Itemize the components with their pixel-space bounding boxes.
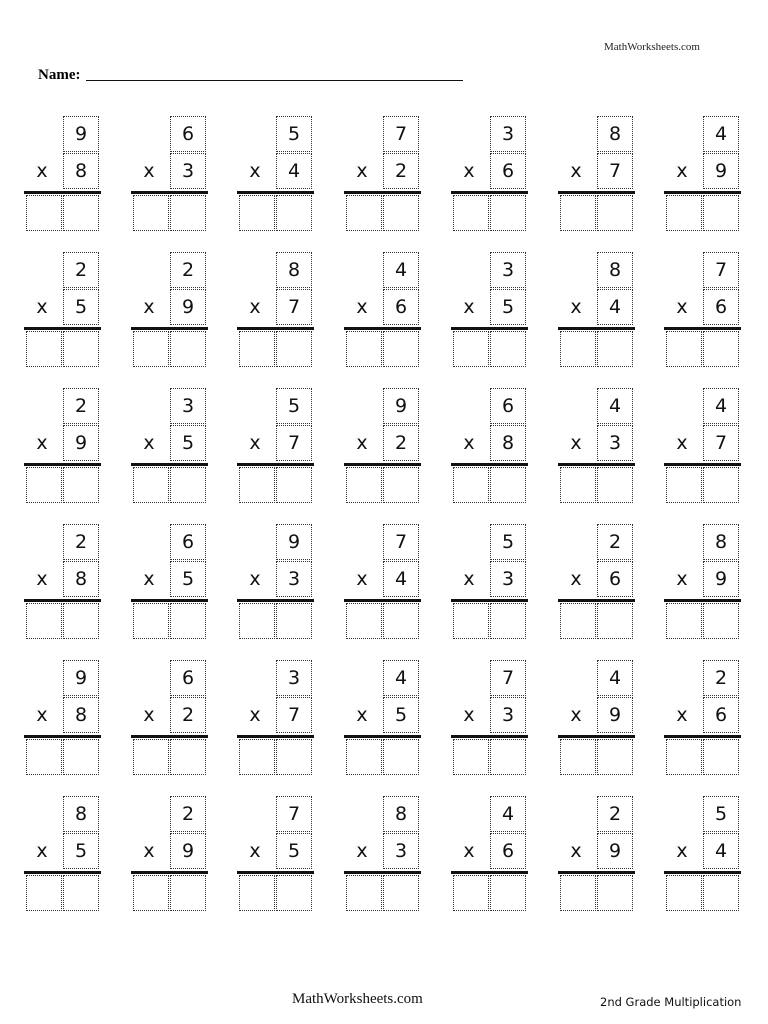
answer-box-ones[interactable] bbox=[63, 603, 99, 639]
multiply-sign: x bbox=[570, 704, 582, 726]
answer-box-ones[interactable] bbox=[703, 331, 739, 367]
problem bbox=[131, 388, 211, 508]
answer-box-tens[interactable] bbox=[560, 331, 596, 367]
answer-box-ones[interactable] bbox=[170, 875, 206, 911]
top-number: 4 bbox=[714, 395, 728, 417]
answer-box-ones[interactable] bbox=[597, 739, 633, 775]
bottom-number: 9 bbox=[608, 704, 622, 726]
top-number: 9 bbox=[74, 123, 88, 145]
problem bbox=[24, 524, 104, 644]
answer-box-tens[interactable] bbox=[453, 875, 489, 911]
bottom-number: 9 bbox=[608, 840, 622, 862]
bottom-number: 9 bbox=[714, 160, 728, 182]
top-number: 3 bbox=[501, 259, 515, 281]
answer-rule bbox=[451, 463, 528, 466]
top-number: 6 bbox=[501, 395, 515, 417]
top-number: 2 bbox=[608, 803, 622, 825]
top-number: 3 bbox=[501, 123, 515, 145]
top-number: 8 bbox=[287, 259, 301, 281]
answer-box-ones[interactable] bbox=[276, 875, 312, 911]
answer-box-tens[interactable] bbox=[26, 331, 62, 367]
answer-rule bbox=[344, 735, 421, 738]
answer-box-tens[interactable] bbox=[346, 739, 382, 775]
answer-box-tens[interactable] bbox=[26, 875, 62, 911]
problem bbox=[344, 252, 424, 372]
answer-rule bbox=[451, 327, 528, 330]
answer-box-ones[interactable] bbox=[170, 739, 206, 775]
answer-box-tens[interactable] bbox=[453, 467, 489, 503]
problem bbox=[237, 796, 317, 916]
answer-rule bbox=[237, 735, 314, 738]
problem bbox=[344, 388, 424, 508]
top-number: 5 bbox=[714, 803, 728, 825]
answer-box-ones[interactable] bbox=[383, 739, 419, 775]
multiply-sign: x bbox=[36, 296, 48, 318]
problem bbox=[451, 796, 531, 916]
answer-box-ones[interactable] bbox=[703, 603, 739, 639]
bottom-number: 3 bbox=[394, 840, 408, 862]
bottom-number: 3 bbox=[501, 704, 515, 726]
bottom-number: 8 bbox=[74, 568, 88, 590]
multiply-sign: x bbox=[356, 704, 368, 726]
answer-rule bbox=[344, 191, 421, 194]
problem bbox=[344, 796, 424, 916]
answer-rule bbox=[344, 599, 421, 602]
name-label: Name: bbox=[38, 67, 81, 83]
answer-box-ones[interactable] bbox=[703, 195, 739, 231]
problem bbox=[558, 252, 638, 372]
answer-rule bbox=[558, 735, 635, 738]
answer-box-ones[interactable] bbox=[383, 331, 419, 367]
answer-box-ones[interactable] bbox=[383, 195, 419, 231]
multiply-sign: x bbox=[36, 704, 48, 726]
problem bbox=[131, 116, 211, 236]
multiply-sign: x bbox=[676, 160, 688, 182]
answer-rule bbox=[344, 871, 421, 874]
problem bbox=[237, 388, 317, 508]
answer-box-ones[interactable] bbox=[490, 195, 526, 231]
top-number: 2 bbox=[74, 259, 88, 281]
answer-box-tens[interactable] bbox=[133, 195, 169, 231]
answer-box-tens[interactable] bbox=[346, 195, 382, 231]
answer-box-ones[interactable] bbox=[490, 603, 526, 639]
answer-rule bbox=[237, 871, 314, 874]
top-number: 8 bbox=[714, 531, 728, 553]
bottom-number: 8 bbox=[501, 432, 515, 454]
answer-box-ones[interactable] bbox=[703, 739, 739, 775]
answer-box-ones[interactable] bbox=[170, 603, 206, 639]
answer-box-tens[interactable] bbox=[239, 195, 275, 231]
answer-rule bbox=[24, 463, 101, 466]
multiply-sign: x bbox=[570, 160, 582, 182]
answer-box-tens[interactable] bbox=[560, 875, 596, 911]
multiply-sign: x bbox=[249, 704, 261, 726]
bottom-number: 9 bbox=[74, 432, 88, 454]
multiply-sign: x bbox=[143, 296, 155, 318]
answer-box-tens[interactable] bbox=[133, 739, 169, 775]
answer-box-tens[interactable] bbox=[666, 739, 702, 775]
problem bbox=[451, 116, 531, 236]
answer-box-tens[interactable] bbox=[239, 739, 275, 775]
multiply-sign: x bbox=[463, 704, 475, 726]
answer-box-tens[interactable] bbox=[26, 739, 62, 775]
answer-box-ones[interactable] bbox=[490, 739, 526, 775]
answer-box-tens[interactable] bbox=[133, 331, 169, 367]
answer-rule bbox=[451, 599, 528, 602]
answer-box-tens[interactable] bbox=[346, 467, 382, 503]
problem bbox=[237, 252, 317, 372]
answer-rule bbox=[344, 327, 421, 330]
bottom-number: 5 bbox=[74, 296, 88, 318]
bottom-number: 7 bbox=[287, 296, 301, 318]
problem bbox=[237, 524, 317, 644]
answer-rule bbox=[558, 191, 635, 194]
answer-box-tens[interactable] bbox=[453, 331, 489, 367]
multiply-sign: x bbox=[356, 568, 368, 590]
answer-box-tens[interactable] bbox=[666, 875, 702, 911]
answer-rule bbox=[24, 191, 101, 194]
problem bbox=[558, 796, 638, 916]
multiply-sign: x bbox=[36, 160, 48, 182]
top-number: 2 bbox=[714, 667, 728, 689]
answer-rule bbox=[451, 735, 528, 738]
top-number: 9 bbox=[394, 395, 408, 417]
answer-box-tens[interactable] bbox=[133, 875, 169, 911]
bottom-number: 5 bbox=[394, 704, 408, 726]
problem bbox=[237, 660, 317, 780]
problem bbox=[664, 252, 744, 372]
problem bbox=[131, 796, 211, 916]
multiply-sign: x bbox=[463, 568, 475, 590]
problem bbox=[131, 660, 211, 780]
answer-rule bbox=[237, 463, 314, 466]
top-number: 4 bbox=[394, 667, 408, 689]
top-number: 9 bbox=[287, 531, 301, 553]
answer-rule bbox=[24, 599, 101, 602]
multiply-sign: x bbox=[676, 432, 688, 454]
problem bbox=[558, 116, 638, 236]
top-number: 4 bbox=[608, 667, 622, 689]
answer-box-ones[interactable] bbox=[63, 739, 99, 775]
answer-rule bbox=[237, 599, 314, 602]
multiply-sign: x bbox=[36, 840, 48, 862]
multiply-sign: x bbox=[463, 432, 475, 454]
bottom-number: 6 bbox=[501, 160, 515, 182]
multiply-sign: x bbox=[356, 296, 368, 318]
answer-rule bbox=[237, 327, 314, 330]
problem bbox=[344, 660, 424, 780]
answer-rule bbox=[131, 327, 208, 330]
top-number: 2 bbox=[608, 531, 622, 553]
answer-box-tens[interactable] bbox=[666, 331, 702, 367]
multiply-sign: x bbox=[143, 432, 155, 454]
multiply-sign: x bbox=[249, 160, 261, 182]
problem bbox=[664, 524, 744, 644]
answer-box-tens[interactable] bbox=[26, 467, 62, 503]
multiply-sign: x bbox=[36, 568, 48, 590]
bottom-number: 7 bbox=[714, 432, 728, 454]
answer-box-tens[interactable] bbox=[133, 603, 169, 639]
top-number: 4 bbox=[608, 395, 622, 417]
top-number: 6 bbox=[181, 667, 195, 689]
answer-rule bbox=[664, 599, 741, 602]
answer-box-tens[interactable] bbox=[26, 195, 62, 231]
answer-box-tens[interactable] bbox=[26, 603, 62, 639]
top-number: 2 bbox=[74, 531, 88, 553]
problem bbox=[24, 116, 104, 236]
multiply-sign: x bbox=[570, 568, 582, 590]
answer-box-ones[interactable] bbox=[490, 331, 526, 367]
top-number: 6 bbox=[181, 123, 195, 145]
top-number: 5 bbox=[501, 531, 515, 553]
bottom-number: 9 bbox=[181, 296, 195, 318]
multiply-sign: x bbox=[143, 704, 155, 726]
bottom-number: 2 bbox=[394, 432, 408, 454]
multiply-sign: x bbox=[463, 160, 475, 182]
answer-rule bbox=[664, 735, 741, 738]
footer-site-name: MathWorksheets.com bbox=[292, 991, 423, 1007]
bottom-number: 4 bbox=[287, 160, 301, 182]
problem bbox=[664, 660, 744, 780]
answer-box-ones[interactable] bbox=[597, 603, 633, 639]
bottom-number: 7 bbox=[287, 432, 301, 454]
top-number: 7 bbox=[287, 803, 301, 825]
bottom-number: 9 bbox=[714, 568, 728, 590]
multiply-sign: x bbox=[356, 160, 368, 182]
answer-rule bbox=[237, 191, 314, 194]
multiply-sign: x bbox=[676, 704, 688, 726]
bottom-number: 8 bbox=[74, 160, 88, 182]
answer-box-tens[interactable] bbox=[453, 195, 489, 231]
answer-box-ones[interactable] bbox=[703, 875, 739, 911]
bottom-number: 5 bbox=[287, 840, 301, 862]
answer-box-tens[interactable] bbox=[560, 195, 596, 231]
bottom-number: 2 bbox=[181, 704, 195, 726]
top-number: 2 bbox=[74, 395, 88, 417]
bottom-number: 9 bbox=[181, 840, 195, 862]
answer-rule bbox=[664, 871, 741, 874]
answer-rule bbox=[664, 463, 741, 466]
answer-box-ones[interactable] bbox=[63, 875, 99, 911]
answer-rule bbox=[664, 191, 741, 194]
top-number: 8 bbox=[74, 803, 88, 825]
answer-box-ones[interactable] bbox=[63, 331, 99, 367]
top-number: 4 bbox=[714, 123, 728, 145]
top-number: 8 bbox=[608, 259, 622, 281]
top-number: 9 bbox=[74, 667, 88, 689]
bottom-number: 4 bbox=[714, 840, 728, 862]
answer-rule bbox=[451, 871, 528, 874]
answer-box-ones[interactable] bbox=[276, 331, 312, 367]
bottom-number: 4 bbox=[608, 296, 622, 318]
multiply-sign: x bbox=[143, 568, 155, 590]
multiply-sign: x bbox=[143, 840, 155, 862]
answer-box-ones[interactable] bbox=[383, 603, 419, 639]
answer-box-tens[interactable] bbox=[560, 739, 596, 775]
top-number: 7 bbox=[714, 259, 728, 281]
answer-rule bbox=[24, 735, 101, 738]
multiply-sign: x bbox=[143, 160, 155, 182]
top-number: 7 bbox=[394, 123, 408, 145]
answer-rule bbox=[131, 463, 208, 466]
problem bbox=[131, 252, 211, 372]
answer-box-ones[interactable] bbox=[597, 195, 633, 231]
answer-rule bbox=[558, 463, 635, 466]
problem bbox=[24, 252, 104, 372]
answer-box-ones[interactable] bbox=[383, 875, 419, 911]
multiply-sign: x bbox=[356, 432, 368, 454]
bottom-number: 5 bbox=[181, 432, 195, 454]
top-number: 8 bbox=[394, 803, 408, 825]
problem bbox=[24, 660, 104, 780]
answer-box-ones[interactable] bbox=[597, 331, 633, 367]
answer-box-ones[interactable] bbox=[170, 195, 206, 231]
problem bbox=[344, 524, 424, 644]
footer-worksheet-title: 2nd Grade Multiplication bbox=[600, 995, 742, 1009]
multiply-sign: x bbox=[36, 432, 48, 454]
bottom-number: 2 bbox=[394, 160, 408, 182]
answer-box-tens[interactable] bbox=[666, 195, 702, 231]
answer-rule bbox=[131, 599, 208, 602]
answer-box-ones[interactable] bbox=[490, 467, 526, 503]
bottom-number: 3 bbox=[181, 160, 195, 182]
bottom-number: 6 bbox=[714, 296, 728, 318]
answer-box-tens[interactable] bbox=[453, 739, 489, 775]
bottom-number: 3 bbox=[501, 568, 515, 590]
bottom-number: 8 bbox=[74, 704, 88, 726]
answer-box-tens[interactable] bbox=[666, 603, 702, 639]
bottom-number: 6 bbox=[394, 296, 408, 318]
bottom-number: 6 bbox=[714, 704, 728, 726]
answer-box-tens[interactable] bbox=[239, 331, 275, 367]
multiply-sign: x bbox=[570, 432, 582, 454]
problem bbox=[664, 796, 744, 916]
answer-rule bbox=[451, 191, 528, 194]
answer-box-ones[interactable] bbox=[597, 875, 633, 911]
answer-box-tens[interactable] bbox=[346, 875, 382, 911]
answer-box-tens[interactable] bbox=[666, 467, 702, 503]
answer-box-ones[interactable] bbox=[276, 467, 312, 503]
problem bbox=[558, 660, 638, 780]
answer-box-tens[interactable] bbox=[239, 467, 275, 503]
header-site-name: MathWorksheets.com bbox=[604, 41, 700, 53]
answer-rule bbox=[558, 327, 635, 330]
bottom-number: 3 bbox=[608, 432, 622, 454]
multiply-sign: x bbox=[463, 840, 475, 862]
answer-box-ones[interactable] bbox=[276, 603, 312, 639]
answer-box-ones[interactable] bbox=[490, 875, 526, 911]
answer-box-ones[interactable] bbox=[63, 467, 99, 503]
bottom-number: 7 bbox=[608, 160, 622, 182]
problem bbox=[558, 524, 638, 644]
answer-rule bbox=[131, 191, 208, 194]
answer-box-tens[interactable] bbox=[560, 467, 596, 503]
answer-rule bbox=[131, 871, 208, 874]
answer-rule bbox=[344, 463, 421, 466]
bottom-number: 4 bbox=[394, 568, 408, 590]
answer-rule bbox=[664, 327, 741, 330]
answer-box-ones[interactable] bbox=[170, 467, 206, 503]
top-number: 2 bbox=[181, 803, 195, 825]
answer-box-tens[interactable] bbox=[133, 467, 169, 503]
top-number: 7 bbox=[394, 531, 408, 553]
problem bbox=[451, 660, 531, 780]
answer-box-tens[interactable] bbox=[453, 603, 489, 639]
problem bbox=[451, 524, 531, 644]
top-number: 2 bbox=[181, 259, 195, 281]
answer-box-tens[interactable] bbox=[560, 603, 596, 639]
multiply-sign: x bbox=[676, 840, 688, 862]
bottom-number: 3 bbox=[287, 568, 301, 590]
top-number: 6 bbox=[181, 531, 195, 553]
problem bbox=[131, 524, 211, 644]
multiply-sign: x bbox=[249, 432, 261, 454]
problem bbox=[24, 796, 104, 916]
answer-box-tens[interactable] bbox=[346, 603, 382, 639]
answer-rule bbox=[24, 871, 101, 874]
answer-box-ones[interactable] bbox=[703, 467, 739, 503]
problem bbox=[664, 388, 744, 508]
answer-rule bbox=[558, 871, 635, 874]
top-number: 4 bbox=[394, 259, 408, 281]
top-number: 3 bbox=[181, 395, 195, 417]
answer-rule bbox=[558, 599, 635, 602]
answer-rule bbox=[131, 735, 208, 738]
multiply-sign: x bbox=[676, 568, 688, 590]
bottom-number: 6 bbox=[501, 840, 515, 862]
multiply-sign: x bbox=[356, 840, 368, 862]
problem bbox=[237, 116, 317, 236]
problem bbox=[664, 116, 744, 236]
multiply-sign: x bbox=[249, 568, 261, 590]
answer-rule bbox=[24, 327, 101, 330]
top-number: 5 bbox=[287, 395, 301, 417]
problem bbox=[24, 388, 104, 508]
bottom-number: 5 bbox=[74, 840, 88, 862]
answer-box-tens[interactable] bbox=[239, 875, 275, 911]
answer-box-tens[interactable] bbox=[239, 603, 275, 639]
multiply-sign: x bbox=[249, 840, 261, 862]
bottom-number: 6 bbox=[608, 568, 622, 590]
bottom-number: 7 bbox=[287, 704, 301, 726]
problem bbox=[344, 116, 424, 236]
answer-box-ones[interactable] bbox=[597, 467, 633, 503]
top-number: 8 bbox=[608, 123, 622, 145]
answer-box-ones[interactable] bbox=[170, 331, 206, 367]
top-number: 4 bbox=[501, 803, 515, 825]
top-number: 7 bbox=[501, 667, 515, 689]
problem bbox=[451, 252, 531, 372]
multiply-sign: x bbox=[463, 296, 475, 318]
multiply-sign: x bbox=[249, 296, 261, 318]
answer-box-ones[interactable] bbox=[276, 195, 312, 231]
problem bbox=[451, 388, 531, 508]
answer-box-ones[interactable] bbox=[383, 467, 419, 503]
multiply-sign: x bbox=[570, 296, 582, 318]
top-number: 5 bbox=[287, 123, 301, 145]
multiply-sign: x bbox=[570, 840, 582, 862]
problem bbox=[558, 388, 638, 508]
bottom-number: 5 bbox=[181, 568, 195, 590]
bottom-number: 5 bbox=[501, 296, 515, 318]
top-number: 3 bbox=[287, 667, 301, 689]
answer-box-ones[interactable] bbox=[276, 739, 312, 775]
answer-box-ones[interactable] bbox=[63, 195, 99, 231]
answer-box-tens[interactable] bbox=[346, 331, 382, 367]
multiply-sign: x bbox=[676, 296, 688, 318]
